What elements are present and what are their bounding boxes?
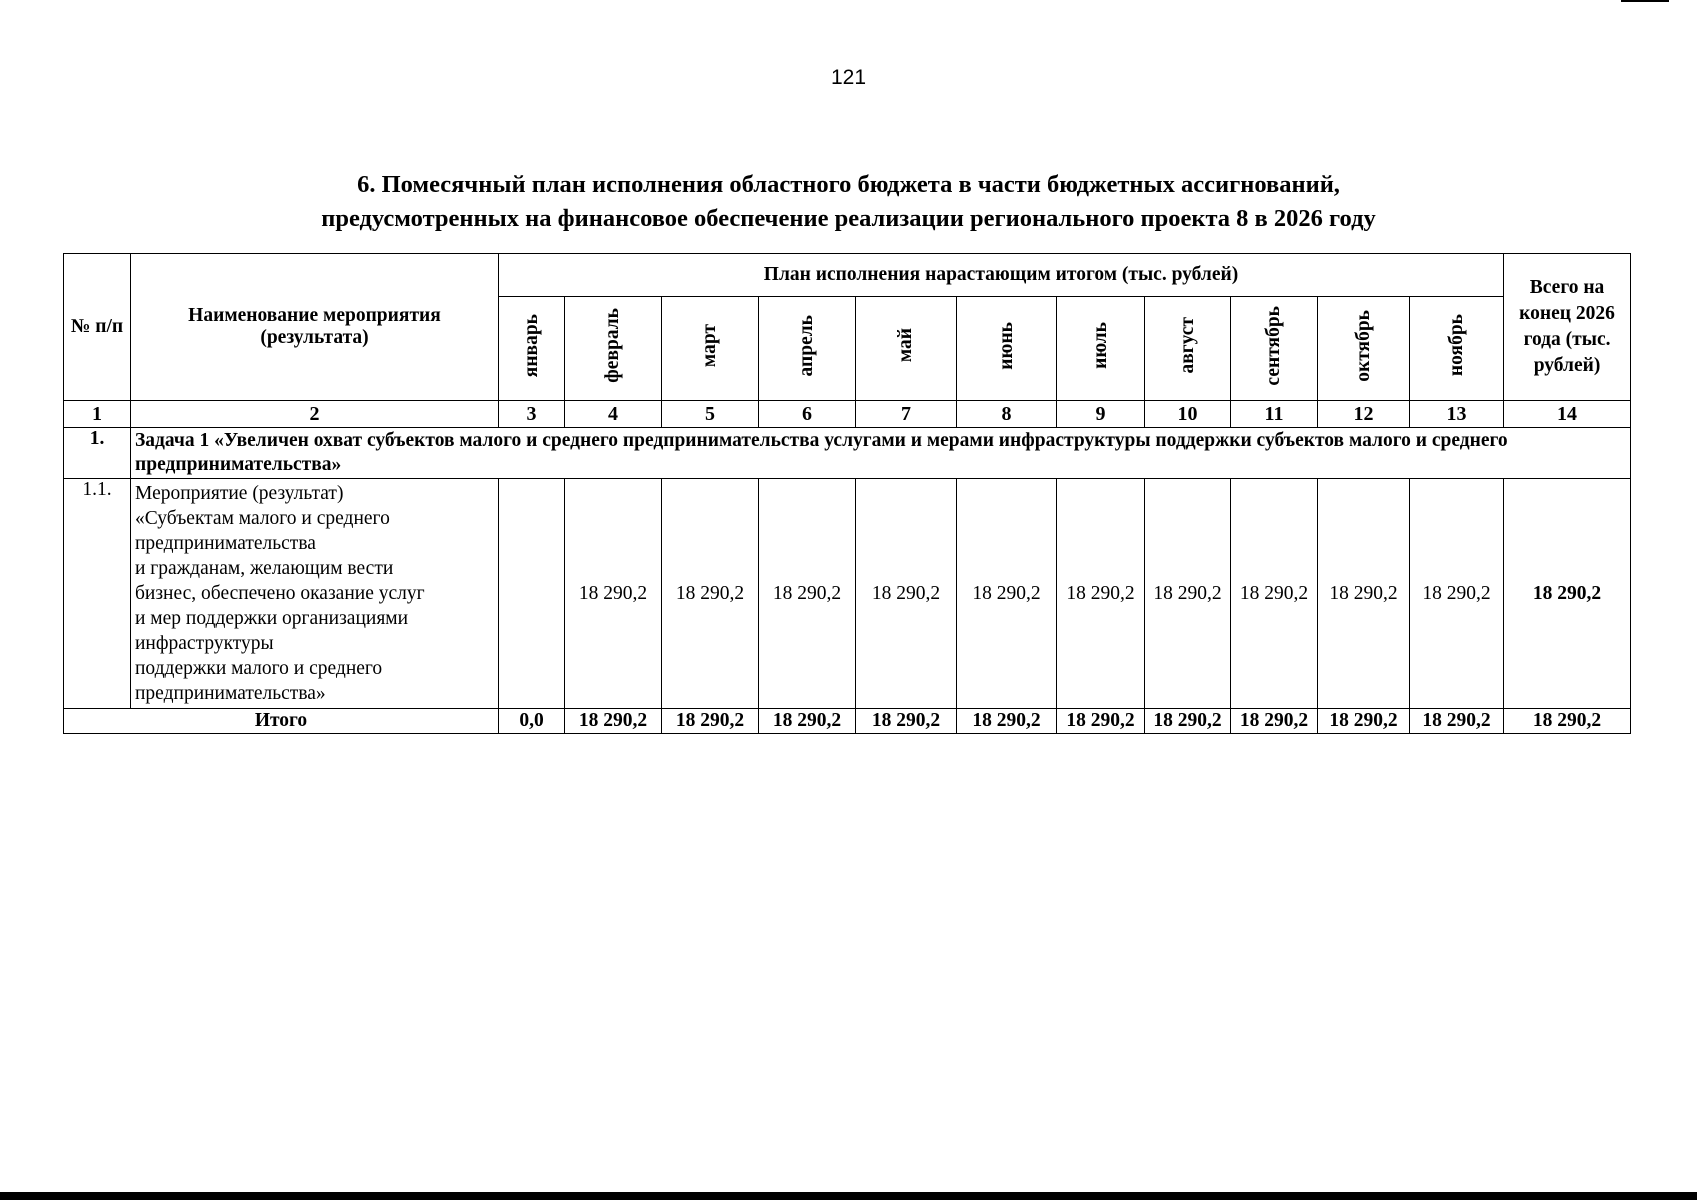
- task-num: 1.: [64, 428, 131, 479]
- total-value-cell: 18 290,2: [662, 709, 759, 734]
- total-header: Всего на конец 2026 года (тыс. рублей): [1504, 254, 1631, 401]
- month-header: [1057, 297, 1145, 401]
- month-header: [856, 297, 957, 401]
- column-number: 10: [1145, 401, 1231, 428]
- column-number: 4: [565, 401, 662, 428]
- column-number: 13: [1410, 401, 1504, 428]
- item-value-cell: 18 290,2: [856, 479, 957, 709]
- column-number: 8: [957, 401, 1057, 428]
- total-value-cell: 0,0: [499, 709, 565, 734]
- month-label: июнь: [995, 321, 1017, 370]
- item-text: [131, 479, 499, 709]
- column-number: 5: [662, 401, 759, 428]
- total-value-cell: 18 290,2: [1318, 709, 1410, 734]
- total-value-cell: 18 290,2: [1231, 709, 1318, 734]
- month-header: [957, 297, 1057, 401]
- month-label: октябрь: [1352, 309, 1374, 382]
- total-value-cell: 18 290,2: [957, 709, 1057, 734]
- item-value-cell: 18 290,2: [1145, 479, 1231, 709]
- total-value-cell: 18 290,2: [565, 709, 662, 734]
- month-header: [1231, 297, 1318, 401]
- title-line-1: 6. Помесячный план исполнения областного бюджета в части бюджетных ассигнований,: [357, 171, 1340, 198]
- item-text-line: Мероприятие (результат): [135, 483, 344, 504]
- task-text: Задача 1 «Увеличен охват субъектов малого и среднего предпринимательства услугами и мерами инфраструктуры поддержки субъектов малого и среднего предпринимательства»: [131, 428, 1631, 479]
- item-value-cell: [499, 479, 565, 709]
- item-value-cell: 18 290,2: [1318, 479, 1410, 709]
- item-text-line: инфраструктуры: [135, 633, 274, 654]
- col-num-header: № п/п: [64, 254, 131, 401]
- task-row: [64, 428, 1631, 479]
- total-row: [64, 709, 1631, 734]
- item-text-line: и мер поддержки организациями: [135, 608, 409, 629]
- col-name-header: Наименование мероприятия (результата): [131, 254, 499, 401]
- item-value-cell: 18 290,2: [957, 479, 1057, 709]
- item-value-cell: 18 290,2: [1410, 479, 1504, 709]
- column-number: 1: [64, 401, 131, 428]
- bottom-rule: [0, 1192, 1697, 1200]
- month-header: [1410, 297, 1504, 401]
- column-number: 2: [131, 401, 499, 428]
- header-row-1: [64, 254, 1631, 297]
- item-total-cell: 18 290,2: [1504, 479, 1631, 709]
- column-number-row: [64, 401, 1631, 428]
- total-value-cell: 18 290,2: [1145, 709, 1231, 734]
- month-header: [1318, 297, 1410, 401]
- column-number: 12: [1318, 401, 1410, 428]
- title-line-2: предусмотренных на финансовое обеспечение реализации регионального проекта 8 в 2026 году: [321, 205, 1376, 232]
- column-number: 11: [1231, 401, 1318, 428]
- total-value-cell: 18 290,2: [759, 709, 856, 734]
- grand-total-cell: 18 290,2: [1504, 709, 1631, 734]
- budget-plan-table: [63, 253, 1631, 734]
- item-text-line: и гражданам, желающим вести: [135, 558, 394, 579]
- month-label: май: [895, 328, 916, 363]
- month-label: январь: [520, 313, 542, 378]
- month-header: [759, 297, 856, 401]
- month-header: [662, 297, 759, 401]
- month-header: [499, 297, 565, 401]
- item-num: 1.1.: [64, 479, 131, 709]
- month-label: март: [699, 323, 720, 368]
- month-label: апрель: [796, 314, 817, 377]
- total-value-cell: 18 290,2: [856, 709, 957, 734]
- item-row: [64, 479, 1631, 709]
- item-value-cell: 18 290,2: [759, 479, 856, 709]
- column-number: 6: [759, 401, 856, 428]
- page-title: [0, 168, 1697, 236]
- column-number: 9: [1057, 401, 1145, 428]
- corner-rule: [1621, 0, 1669, 2]
- month-label: август: [1176, 317, 1198, 374]
- column-number: 14: [1504, 401, 1631, 428]
- column-number: 3: [499, 401, 565, 428]
- item-value-cell: 18 290,2: [1231, 479, 1318, 709]
- total-value-cell: 18 290,2: [1410, 709, 1504, 734]
- item-text-line: «Субъектам малого и среднего: [135, 508, 390, 529]
- month-header: [1145, 297, 1231, 401]
- item-value-cell: 18 290,2: [565, 479, 662, 709]
- page-number: 121: [830, 66, 867, 89]
- item-text-line: предпринимательства: [135, 533, 316, 554]
- plan-header: План исполнения нарастающим итогом (тыс. рублей): [499, 254, 1504, 297]
- item-value-cell: 18 290,2: [662, 479, 759, 709]
- month-header: [565, 297, 662, 401]
- column-number: 7: [856, 401, 957, 428]
- month-label: февраль: [602, 308, 623, 383]
- item-text-line: поддержки малого и среднего: [135, 658, 383, 679]
- item-text-line: бизнес, обеспечено оказание услуг: [135, 583, 425, 604]
- month-label: ноябрь: [1445, 314, 1467, 377]
- item-value-cell: 18 290,2: [1057, 479, 1145, 709]
- total-label: Итого: [64, 709, 499, 734]
- item-text-line: предпринимательства»: [135, 683, 326, 704]
- total-value-cell: 18 290,2: [1057, 709, 1145, 734]
- month-label: сентябрь: [1263, 305, 1284, 386]
- month-label: июль: [1089, 322, 1111, 369]
